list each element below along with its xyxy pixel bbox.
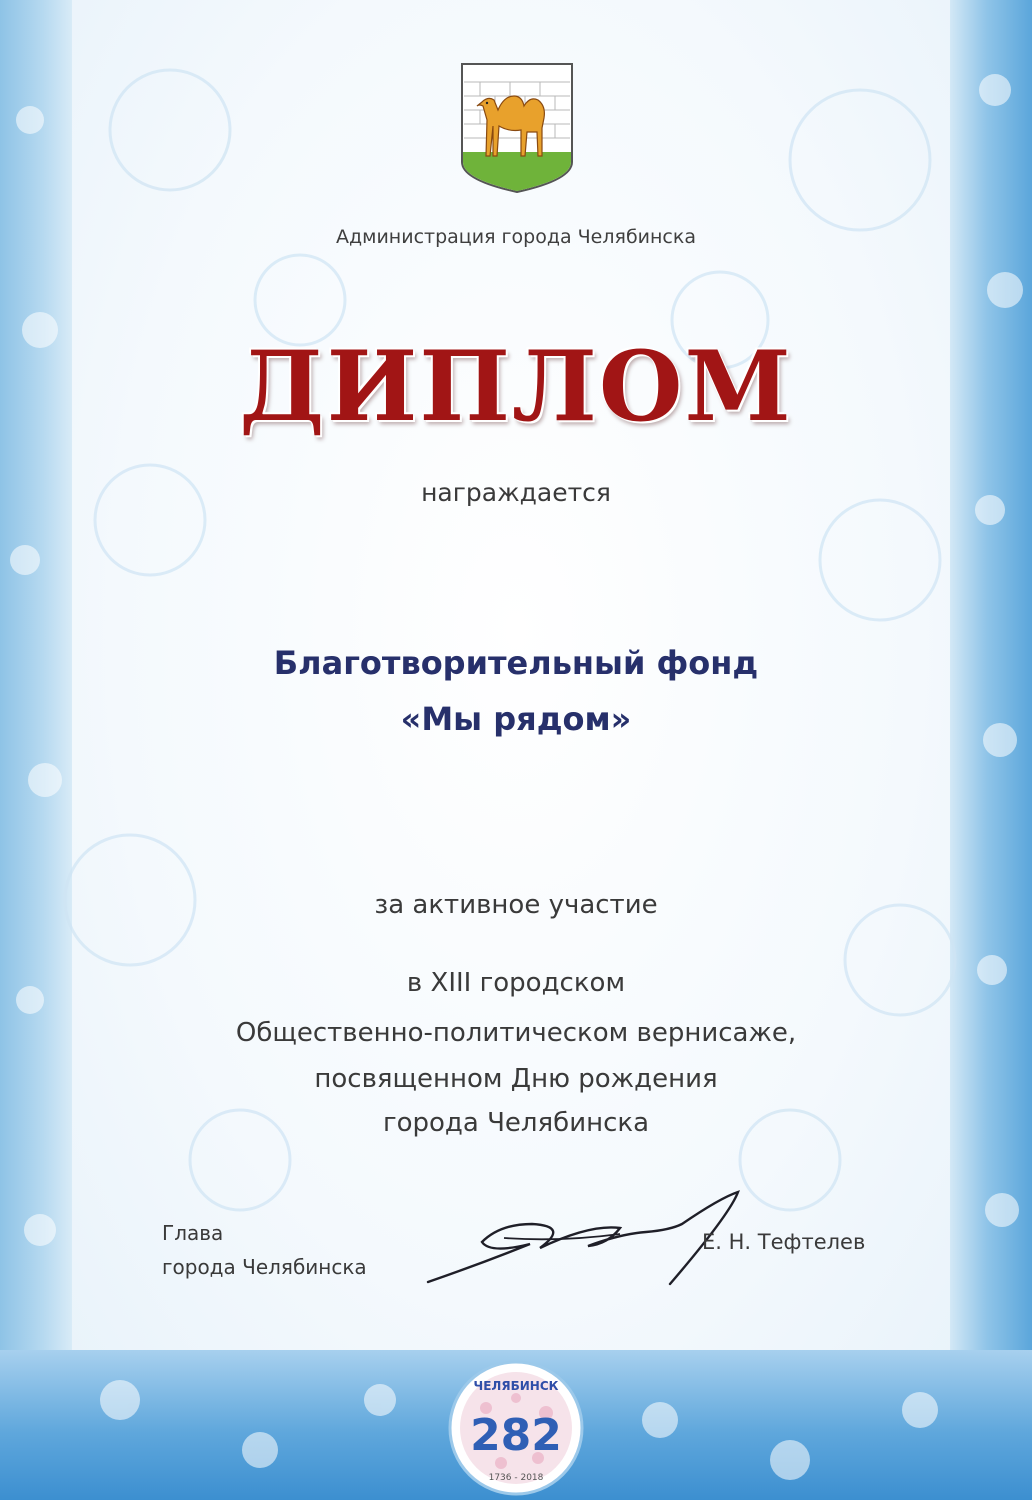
reason-line-4: города Челябинска (382, 1108, 650, 1138)
recipient-line-1: Благотворительный фонд (273, 644, 759, 682)
signatory-position-line-1: Глава (162, 1221, 224, 1245)
anniversary-emblem (446, 1358, 586, 1498)
reason-line-2: Общественно-политическом вернисаже, (235, 1018, 797, 1048)
reason-intro: за активное участие (374, 890, 658, 920)
emblem-number: 282 (470, 1410, 562, 1461)
recipient-line-2: «Мы рядом» (400, 700, 632, 738)
emblem-city: ЧЕЛЯБИНСК (473, 1379, 559, 1393)
signatory-position (162, 1216, 367, 1284)
signatory-name: Е. Н. Тефтелев (702, 1230, 866, 1254)
issuer-name: Администрация города Челябинска (335, 226, 696, 248)
emblem-years: 1736 - 2018 (488, 1473, 544, 1483)
diploma-title: ДИПЛОМ (239, 330, 793, 443)
signatory-position-line-2: города Челябинска (162, 1255, 367, 1279)
awarded-label: награждается (421, 478, 611, 507)
reason-line-1: в XIII городском (406, 968, 626, 998)
reason-line-3: посвященном Дню рождения (314, 1064, 718, 1094)
handwritten-signature (420, 1184, 750, 1294)
coat-of-arms-icon (460, 62, 574, 194)
